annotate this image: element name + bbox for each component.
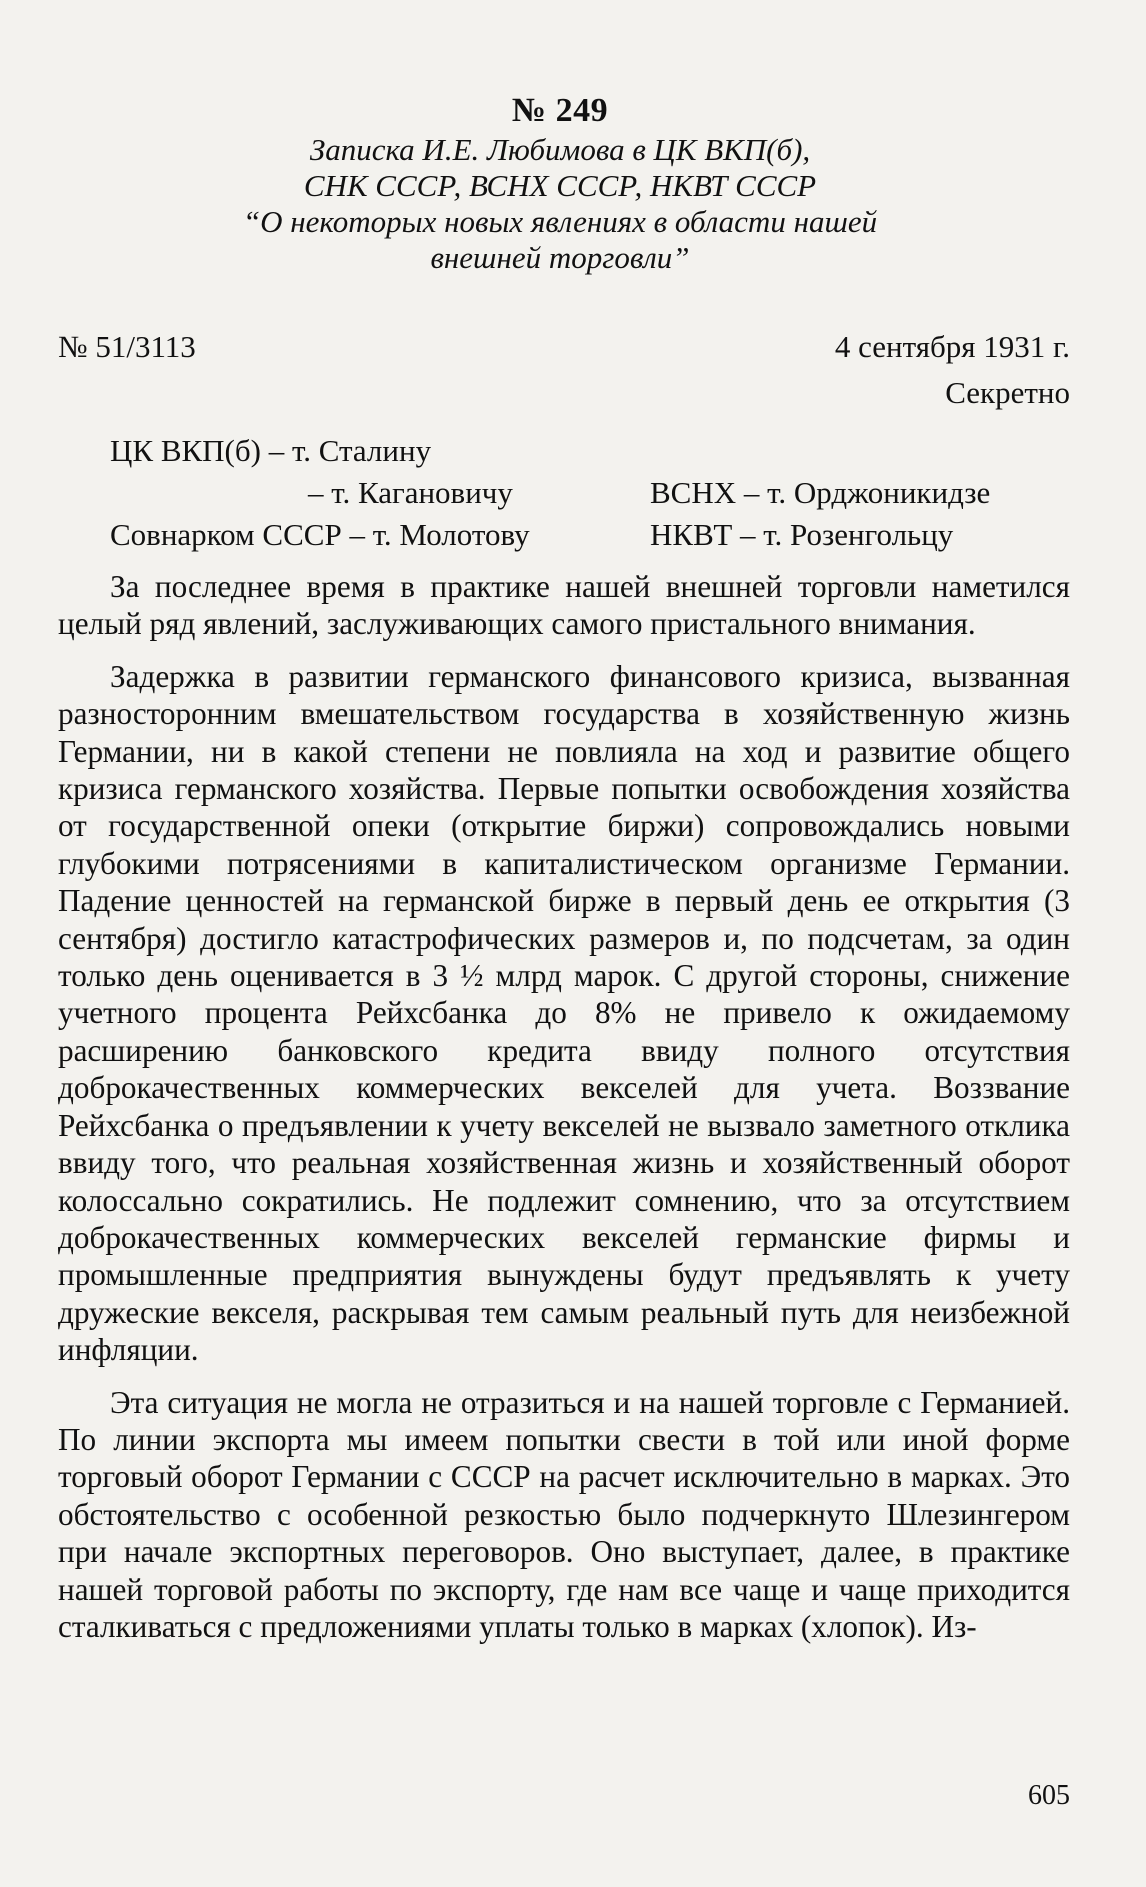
document-subtitle-line-3: “О некоторых новых явлениях в области нашей	[242, 204, 878, 239]
document-subtitle-line-2: СНК СССР, ВСНХ СССР, НКВТ СССР	[303, 168, 817, 203]
classification-mark: Секретно	[945, 375, 1070, 410]
body-paragraph-1: За последнее время в практике нашей внешней торговли наметился целый ряд явлений, заслуживающих самого пристального внимания.	[58, 569, 1070, 642]
document-number: № 249	[511, 92, 609, 129]
document-date: 4 сентября 1931 г.	[834, 329, 1070, 364]
addressee-rozengolts: НКВТ – т. Розенгольцу	[650, 517, 954, 552]
addressee-kaganovich: – т. Кагановичу	[308, 475, 513, 510]
body-paragraph-2: Задержка в развитии германского финансового кризиса, вызванная разносторонним вмешательством государства в хозяйственную жизнь Германии, ни в какой степени не повлияла на ход и развитие общего кризиса германского хозяйства. Первые попытки освобождения хозяйства от государственной опеки (открытие биржи) сопровождались новыми глубокими потрясениями в капиталистическом организме Германии. Падение ценностей на германской бирже в первый день ее открытия (3 сентября) достигло катастрофических размеров и, по подсчетам, за один только день оценивается в 3 ½ млрд марок. С другой стороны, снижение учетного процента Рейхсбанка до 8% не привело к ожидаемому расширению банковского кредита ввиду полного отсутствия доброкачественных коммерческих векселей для учета. Воззвание Рейхсбанка о предъявлении к учету векселей не вызвало заметного отклика ввиду того, что реальная хозяйственная жизнь и хозяйственный оборот колоссально сократились. Не подлежит сомнению, что за отсутствием доброкачественных коммерческих векселей германские фирмы и промышленные предприятия вынуждены будут предъявлять к учету дружеские векселя, раскрывая тем самым реальный путь для неизбежной инфляции.	[58, 658, 1070, 1368]
document-body	[58, 568, 1070, 1660]
document-subtitle-line-1: Записка И.Е. Любимова в ЦК ВКП(б),	[309, 132, 811, 167]
addressee-ordzhonikidze: ВСНХ – т. Орджоникидзе	[650, 475, 991, 510]
body-paragraph-3: Эта ситуация не могла не отразиться и на нашей торговле с Германией. По линии экспорта мы имеем попытки свести в той или иной форме торговый оборот Германии с СССР на расчет исключительно в марках. Это обстоятельство с особенной резкостью было подчеркнуто Шлезингером при начале экспортных переговоров. Оно выступает, далее, в практике нашей торговой работы по экспорту, где нам все чаще и чаще приходится сталкиваться с предложениями уплаты только в марках (хлопок). Из-	[58, 1384, 1070, 1644]
addressee-stalin: ЦК ВКП(б) – т. Сталину	[110, 433, 432, 468]
addressee-molotov: Совнарком СССР – т. Молотову	[110, 517, 530, 552]
document-heading	[180, 90, 940, 276]
registration-number: № 51/3113	[58, 329, 196, 364]
page-number: 605	[1028, 1780, 1070, 1811]
document-subtitle-line-4: внешней торговли”	[430, 240, 690, 275]
